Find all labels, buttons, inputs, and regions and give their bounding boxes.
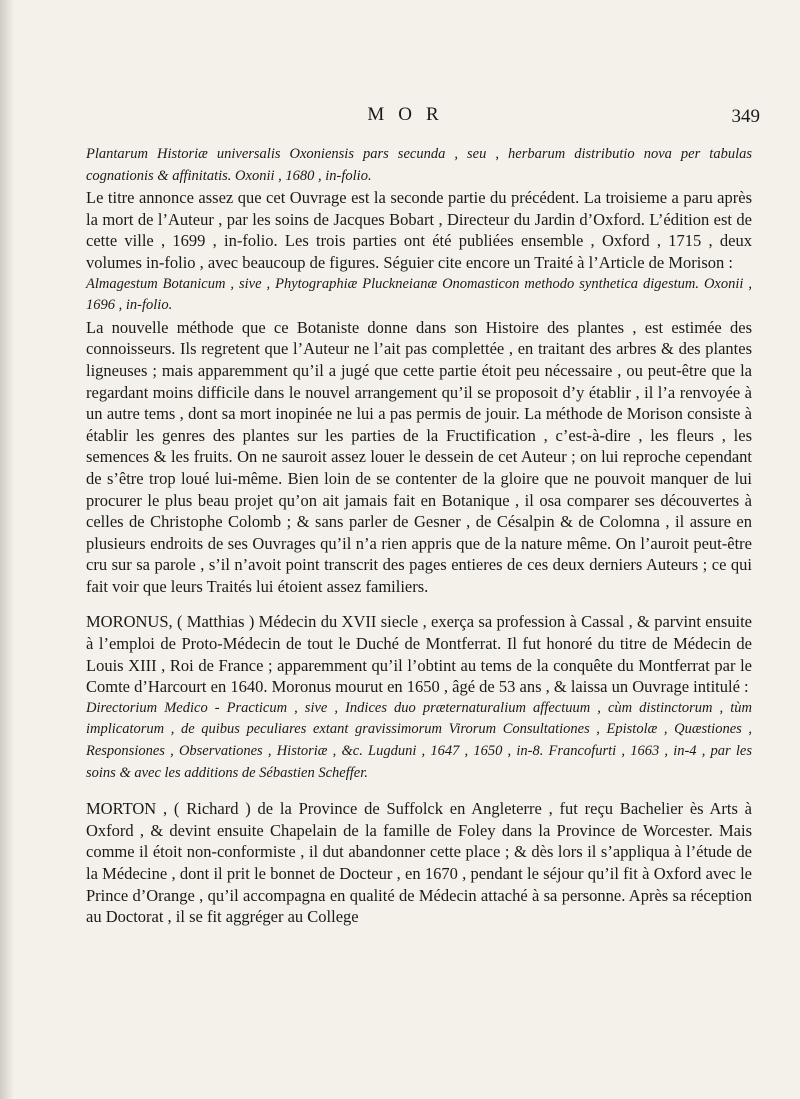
paragraph-nouvelle-methode: La nouvelle méthode que ce Botaniste donne dans son Histoire des plantes , est estimée des connoisseurs. Ils regretent que l’Auteur ne l’ait pas complettée , en traitant des arbres & des plantes ligneuses ; mais apparemment qu’il a jugé que cette partie étoit peu nécessaire , ou peut-être que la regardant moins difficile dans le nouvel arrangement qu’il se proposoit d’y établir , il l’a renvoyée à un autre tems , dont sa mort inopinée ne lui a pas permis de jouir. La méthode de Morison consiste à établir les genres des plantes sur les parties de la Fructification , c’est-à-dire , les fleurs , les semences & les fruits. On ne sauroit assez louer le dessein de cet Auteur ; on lui reproche cependant de s’être trop loué lui-même. Bien loin de se contenter de la gloire que ne pouvoit manquer de lui procurer le plus beau projet qu’on ait jamais fait en Botanique , il osa comparer ses découvertes à celles de Christophe Colomb ; & sans parler de Gesner , de Césalpin & de Colomna , il assure en plusieurs endroits de ses Ouvrages qu’il n’a rien appris que de la nature même. On l’auroit peut-être cru sur sa parole , s’il n’avoit point transcrit des pages entieres de ces deux derniers Auteurs ; ce qui fait voir que leurs Traités lui étoient assez familiers. bbox=[86, 317, 752, 596]
running-head: MOR bbox=[367, 104, 453, 125]
page-body bbox=[86, 144, 752, 928]
book-title-almagestum: Almagestum Botanicum , sive , Phytographiæ Pluckneianæ Onomasticon methodo synthetica digestum. Oxonii , 1696 , in-folio. bbox=[86, 275, 752, 314]
entry-spacer bbox=[86, 597, 752, 611]
page-header bbox=[60, 104, 760, 134]
entry-moronus: MORONUS, ( Matthias ) Médecin du XVII siecle , exerça sa profession à Cassal , & parvint ensuite à l’emploi de Proto-Médecin de tout le Duché de Montferrat. Il fut honoré du titre de Médecin de Louis XIII , Roi de France ; apparemment qu’il l’obtint au tems de la conquête du Montferrat par le Comte d’Harcourt en 1640. Moronus mourut en 1650 , âgé de 53 ans , & laissa un Ouvrage intitulé : bbox=[86, 612, 752, 697]
entry-spacer bbox=[86, 784, 752, 798]
book-title-plantarum: Plantarum Historiæ universalis Oxoniensis pars secunda , seu , herbarum distributio nova per tabulas cognationis & affinitatis. Oxonii , 1680 , in-folio. bbox=[86, 146, 752, 184]
paragraph-troisieme-partie: Le titre annonce assez que cet Ouvrage est la seconde partie du précédent. La troisieme a paru après la mort de l’Auteur , par les soins de Jacques Bobart , Directeur du Jardin d’Oxford. L’édition est de cette ville , 1699 , in-folio. Les trois parties ont été publiées ensemble , Oxford , 1715 , deux volumes in-folio , avec beaucoup de figures. Séguier cite encore un Traité à l’Article de Morison : bbox=[86, 188, 752, 272]
entry-morton: MORTON , ( Richard ) de la Province de Suffolck en Angleterre , fut reçu Bachelier ès Arts à Oxford , & devint ensuite Chapelain de la famille de Foley dans la Province de Worcester. Mais comme il étoit non-conformiste , il dut abandonner cette place ; & dès lors il s’appliqua à l’étude de la Médecine , dont il prit le bonnet de Docteur , en 1670 , pendant le séjour qu’il fit à Oxford avec le Prince d’Orange , qu’il accompagna en qualité de Médecin attaché à sa personne. Après sa réception au Doctorat , il se fit aggréger au College bbox=[86, 799, 752, 927]
page-gutter-shadow bbox=[0, 0, 14, 1099]
book-title-directorium: Directorium Medico - Practicum , sive , Indices duo præternaturalium affectuum , cùm distinctorum , tùm implicatorum , de quibus peculiares extant gravissimorum Virorum Consultationes , Epistolæ , Quæstiones , Responsiones , Observationes , Historiæ , &c. Lugduni , 1647 , 1650 , in-8. Francofurti , 1663 , in-4 , par les soins & avec les additions de Sébastien Scheffer. bbox=[86, 699, 752, 781]
page-number: 349 bbox=[731, 106, 760, 127]
